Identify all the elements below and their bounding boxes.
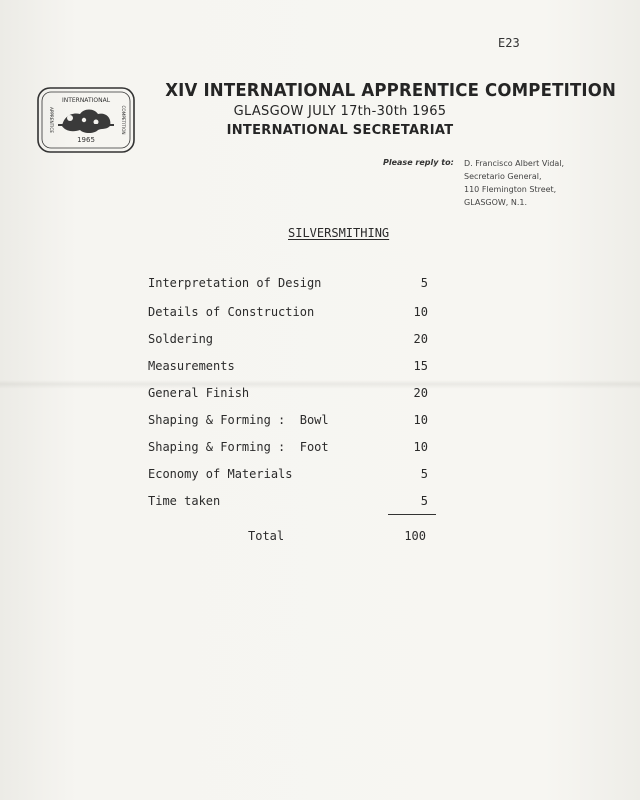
total-label: Total	[248, 529, 285, 543]
letterhead	[150, 80, 617, 138]
letterhead-secretariat: INTERNATIONAL SECRETARIAT	[226, 123, 454, 138]
marks-row	[148, 305, 428, 325]
criterion-label: Economy of Materials	[148, 467, 293, 481]
marks-row	[148, 359, 428, 379]
competition-logo	[36, 86, 136, 154]
criterion-points: 10	[413, 413, 428, 427]
criterion-points: 20	[413, 332, 428, 346]
reply-address-line: GLASGOW, N.1.	[464, 198, 528, 207]
logo-top-text: INTERNATIONAL	[61, 97, 111, 104]
reply-address-line: Secretario General,	[464, 172, 542, 181]
letterhead-title: XIV INTERNATIONAL APPRENTICE COMPETITION	[165, 80, 617, 101]
logo-left-text: APPRENTICE	[49, 107, 54, 133]
marks-row	[148, 413, 428, 433]
criterion-points: 5	[420, 494, 428, 508]
total-rule	[388, 514, 436, 515]
criterion-points: 5	[420, 467, 428, 481]
criterion-points: 20	[413, 386, 428, 400]
criterion-label: Shaping & Forming : Bowl	[148, 413, 329, 427]
reply-address	[464, 157, 564, 209]
document-subject: SILVERSMITHING	[288, 226, 390, 240]
criterion-label: Time taken	[148, 494, 221, 508]
reply-address-line: 110 Flemington Street,	[464, 185, 557, 194]
reply-to-label: Please reply to:	[383, 158, 454, 167]
lion-emblem-icon	[58, 110, 114, 134]
criterion-label: Measurements	[148, 359, 235, 373]
letterhead-dates: GLASGOW JULY 17th-30th 1965	[233, 104, 447, 119]
document-reference: E23	[498, 36, 520, 50]
criterion-points: 5	[420, 276, 428, 290]
criterion-points: 10	[413, 440, 428, 454]
criterion-label: Soldering	[148, 332, 214, 346]
marks-row	[148, 276, 428, 296]
criterion-points: 10	[413, 305, 428, 319]
criterion-label: Details of Construction	[148, 305, 315, 319]
criterion-label: Interpretation of Design	[148, 276, 322, 290]
logo-right-text: COMPETITION	[121, 105, 126, 135]
criterion-label: General Finish	[148, 386, 250, 400]
criterion-points: 15	[413, 359, 428, 373]
marks-row	[148, 332, 428, 352]
criterion-label: Shaping & Forming : Foot	[148, 440, 329, 454]
marks-row	[148, 494, 428, 514]
total-points: 100	[404, 529, 426, 543]
reply-address-line: D. Francisco Albert Vidal,	[464, 159, 565, 168]
marks-row	[148, 467, 428, 487]
marks-row	[148, 386, 428, 406]
logo-year: 1965	[77, 136, 95, 144]
marks-row	[148, 440, 428, 460]
